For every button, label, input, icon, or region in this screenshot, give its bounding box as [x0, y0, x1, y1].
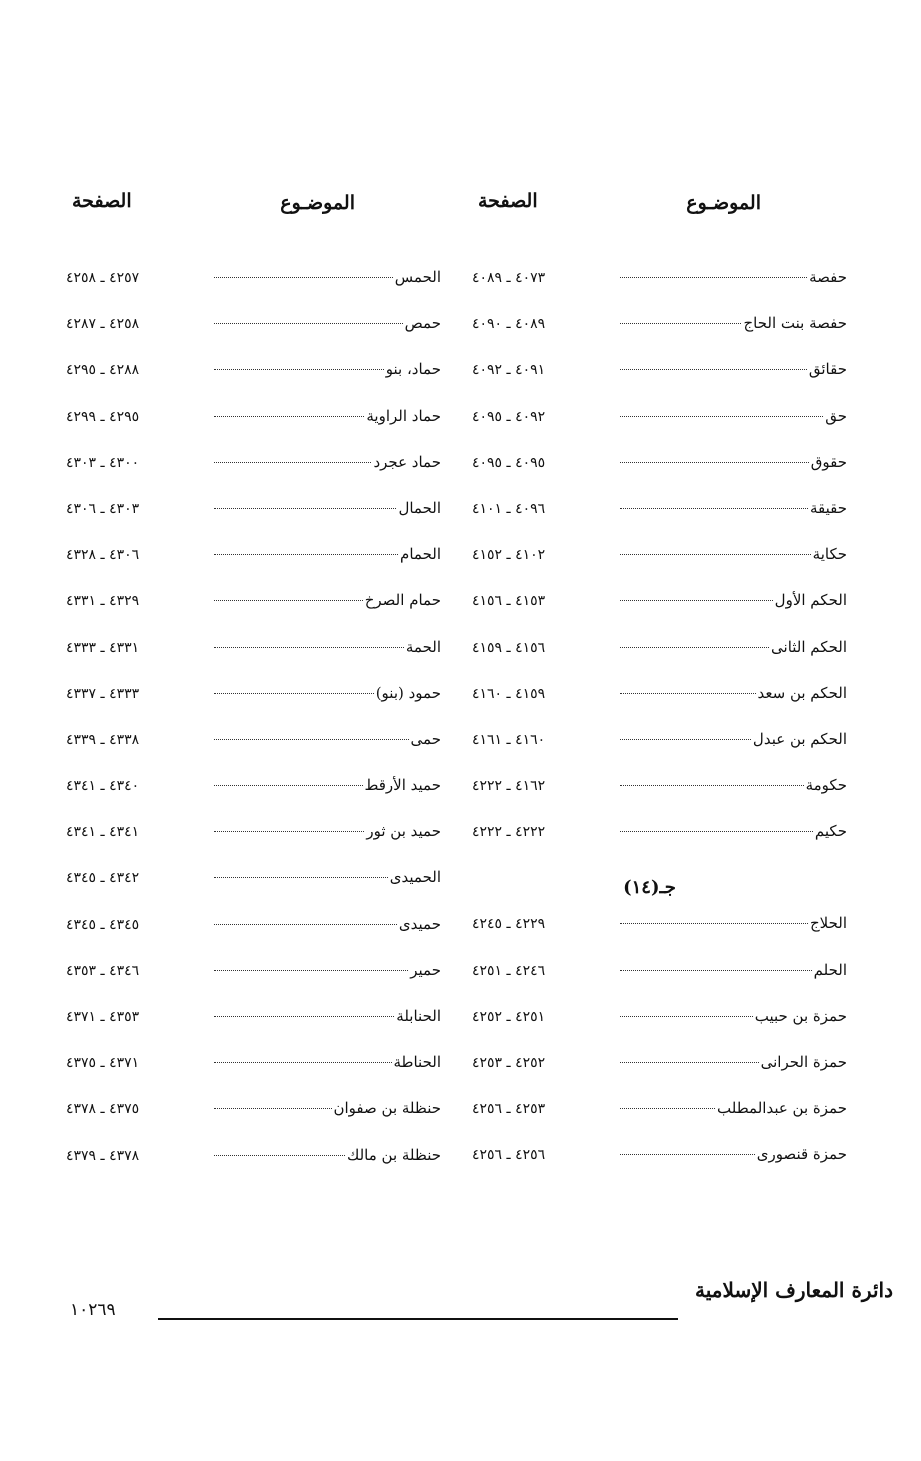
- entry-pages: ٤٠٩١ ـ ٤٠٩٢: [472, 362, 546, 379]
- dot-leader: [620, 785, 804, 786]
- dot-leader: [214, 416, 364, 417]
- entry-topic: الحمال: [398, 498, 441, 517]
- index-entry: [472, 730, 847, 776]
- dot-leader: [620, 1062, 759, 1063]
- footer-rule: [158, 1318, 678, 1320]
- entry-pages: ٤٠٩٥ ـ ٤٠٩٥: [472, 454, 546, 471]
- entry-topic: حمير: [410, 960, 441, 979]
- entry-topic: حميدى: [398, 914, 441, 933]
- entry-topic: الحلاج: [809, 914, 847, 933]
- entry-pages: ٤٢٥٨ ـ ٤٢٨٧: [66, 316, 140, 333]
- entry-pages: ٤٣٥٣ ـ ٤٣٧١: [66, 1009, 140, 1025]
- entry-topic: الحميدى: [389, 868, 441, 887]
- entry-topic: حمود (بنو): [375, 683, 441, 702]
- entry-topic: حفصة بنت الحاج: [743, 314, 847, 333]
- entry-pages: ٤٢٢٢ ـ ٤٢٢٢: [472, 824, 546, 841]
- entry-topic: حكيم: [814, 822, 847, 841]
- topic-heading: الموضـوع: [280, 192, 355, 214]
- entry-topic: حق: [825, 406, 847, 425]
- entry-pages: ٤٢٥٣ ـ ٤٢٥٦: [472, 1101, 546, 1118]
- dot-leader: [620, 739, 751, 740]
- dot-leader: [214, 970, 408, 971]
- dot-leader: [620, 923, 808, 924]
- entry-topic: حنظلة بن مالك: [346, 1145, 441, 1164]
- entry-pages: ٤١٠٢ ـ ٤١٥٢: [472, 547, 546, 564]
- entry-pages: ٤٣٣٨ ـ ٤٣٣٩: [66, 731, 140, 748]
- entry-topic: الحكم الأول: [774, 591, 847, 610]
- index-entry: [472, 1007, 847, 1053]
- index-entry: [66, 545, 441, 591]
- index-entry: [472, 499, 847, 545]
- dot-leader: [620, 1108, 715, 1109]
- entry-topic: الحمة: [405, 637, 441, 656]
- entry-pages: ٤٠٧٣ ـ ٤٠٨٩: [472, 270, 546, 286]
- index-entry: [66, 1007, 441, 1053]
- entry-pages: ٤١٦٢ ـ ٤٢٢٢: [472, 778, 546, 795]
- entry-topic: حمام الصرخ: [364, 591, 441, 610]
- index-entry: [66, 1099, 441, 1145]
- index-entry: [66, 314, 441, 360]
- entry-pages: ٤٣٤٦ ـ ٤٣٥٣: [66, 962, 140, 979]
- entry-topic: حفصة: [809, 268, 847, 286]
- dot-leader: [620, 600, 773, 601]
- entry-pages: ٤٢٥١ ـ ٤٢٥٢: [472, 1008, 546, 1025]
- entry-pages: ٤٢٥٧ ـ ٤٢٥٨: [66, 270, 140, 286]
- dot-leader: [214, 1016, 394, 1017]
- dot-leader: [620, 416, 823, 417]
- entry-list: [66, 268, 441, 1192]
- entry-pages: ٤٠٩٢ ـ ٤٠٩٥: [472, 408, 546, 425]
- index-entry: [472, 638, 847, 684]
- entry-pages: ٤١٥٩ ـ ٤١٦٠: [472, 685, 546, 702]
- index-entry: [66, 684, 441, 730]
- index-entry: [472, 453, 847, 499]
- entry-pages: ٤٢٢٩ ـ ٤٢٤٥: [472, 916, 546, 933]
- entry-pages: ٤٣٤٠ ـ ٤٣٤١: [66, 778, 140, 795]
- index-entry: [472, 360, 847, 406]
- index-entry: [472, 776, 847, 822]
- page-number: ١٠٢٦٩: [70, 1300, 116, 1320]
- dot-leader: [214, 600, 363, 601]
- dot-leader: [620, 647, 769, 648]
- entry-topic: حمص: [404, 314, 441, 333]
- dot-leader: [214, 785, 363, 786]
- index-entry: [472, 268, 847, 314]
- index-entry: [66, 868, 441, 914]
- entry-topic: الحلم: [813, 960, 847, 979]
- entry-topic: حماد الراوية: [366, 406, 441, 425]
- index-entry: [472, 1099, 847, 1145]
- dot-leader: [620, 277, 807, 278]
- entry-topic: الحمس: [394, 268, 441, 286]
- entry-topic: حمزة بن عبدالمطلب: [717, 1099, 847, 1118]
- dot-leader: [214, 831, 364, 832]
- dot-leader: [214, 277, 393, 278]
- entry-pages: ٤٢٩٥ ـ ٤٢٩٩: [66, 408, 140, 425]
- page-heading: الصفحة: [478, 190, 538, 212]
- dot-leader: [620, 1016, 753, 1017]
- dot-leader: [214, 323, 403, 324]
- entry-pages: ٤١٦٠ ـ ٤١٦١: [472, 731, 546, 748]
- index-entry: [66, 638, 441, 684]
- publication-title: دائرة المعارف الإسلامية: [695, 1278, 893, 1302]
- entry-list: [472, 268, 847, 868]
- topic-heading: الموضـوع: [686, 192, 761, 214]
- index-entry: [66, 822, 441, 868]
- entry-pages: ٤٣٣١ ـ ٤٣٣٣: [66, 639, 140, 656]
- entry-topic: حمى: [410, 729, 441, 748]
- index-entry: [472, 1145, 847, 1191]
- dot-leader: [214, 462, 371, 463]
- dot-leader: [214, 508, 396, 509]
- dot-leader: [620, 1154, 755, 1155]
- entry-pages: ٤٣٤٢ ـ ٤٣٤٥: [66, 870, 140, 887]
- entry-topic: حميد بن ثور: [366, 822, 441, 841]
- entry-pages: ٤٣٢٩ ـ ٤٣٣١: [66, 593, 140, 610]
- index-entry: [66, 730, 441, 776]
- index-entry: [472, 314, 847, 360]
- index-entry: [472, 684, 847, 730]
- index-entry: [472, 591, 847, 637]
- index-entry: [472, 407, 847, 453]
- entry-topic: الحكم بن سعد: [757, 683, 847, 702]
- entry-pages: ٤١٥٦ ـ ٤١٥٩: [472, 639, 546, 656]
- dot-leader: [620, 369, 807, 370]
- entry-pages: ٤١٥٣ ـ ٤١٥٦: [472, 593, 546, 610]
- entry-topic: حمزة الحرانى: [760, 1053, 847, 1071]
- volume-marker: جـ(١٤): [623, 877, 676, 899]
- column-header: [472, 190, 847, 224]
- dot-leader: [620, 970, 812, 971]
- entry-topic: الحنابلة: [396, 1007, 441, 1025]
- entry-topic: حماد عجرد: [373, 452, 441, 471]
- entry-pages: ٤٣٠٣ ـ ٤٣٠٦: [66, 500, 140, 517]
- entry-pages: ٤٠٩٦ ـ ٤١٠١: [472, 500, 546, 517]
- entry-list: [472, 914, 847, 1191]
- index-entry: [66, 776, 441, 822]
- index-entry: [66, 499, 441, 545]
- entry-pages: ٤٢٨٨ ـ ٤٢٩٥: [66, 362, 140, 379]
- entry-topic: الحكم الثانى: [771, 637, 847, 656]
- dot-leader: [214, 739, 409, 740]
- dot-leader: [620, 323, 741, 324]
- entry-topic: حماد، بنو: [385, 360, 441, 379]
- dot-leader: [214, 369, 384, 370]
- index-entry: [472, 545, 847, 591]
- entry-topic: الحناطة: [393, 1053, 441, 1072]
- entry-topic: الحكم بن عبدل: [752, 729, 847, 748]
- dot-leader: [214, 1108, 332, 1109]
- entry-pages: ٤٣٧١ ـ ٤٣٧٥: [66, 1055, 140, 1072]
- dot-leader: [620, 508, 808, 509]
- entry-topic: حقائق: [808, 360, 847, 379]
- index-entry: [66, 360, 441, 406]
- dot-leader: [214, 693, 374, 694]
- dot-leader: [214, 877, 388, 878]
- column-header: [66, 190, 441, 224]
- dot-leader: [214, 554, 398, 555]
- entry-topic: حمزة بن حبيب: [754, 1006, 847, 1025]
- entry-topic: الحمام: [400, 545, 441, 564]
- entry-topic: حقيقة: [809, 498, 847, 517]
- page-heading: الصفحة: [72, 190, 132, 212]
- dot-leader: [620, 554, 811, 555]
- index-column-right: [472, 190, 847, 1192]
- dot-leader: [620, 693, 756, 694]
- dot-leader: [214, 1062, 392, 1063]
- page-footer: [70, 1278, 893, 1318]
- entry-topic: حكومة: [805, 776, 847, 795]
- entry-pages: ٤٣٤٥ ـ ٤٣٤٥: [66, 916, 140, 933]
- index-entry: [66, 1053, 441, 1099]
- index-entry: [472, 961, 847, 1007]
- dot-leader: [214, 924, 397, 925]
- entry-pages: ٤٣٠٦ ـ ٤٣٢٨: [66, 547, 140, 564]
- entry-pages: ٤٢٥٢ ـ ٤٢٥٣: [472, 1055, 546, 1071]
- dot-leader: [214, 1155, 345, 1156]
- index-entry: [472, 1053, 847, 1099]
- index-entry: [66, 268, 441, 314]
- entry-topic: حكاية: [812, 545, 847, 564]
- index-column-left: [66, 190, 441, 1192]
- entry-pages: ٤٣٠٠ ـ ٤٣٠٣: [66, 454, 140, 471]
- entry-pages: ٤٣٣٣ ـ ٤٣٣٧: [66, 685, 140, 702]
- entry-pages: ٤٠٨٩ ـ ٤٠٩٠: [472, 316, 546, 333]
- index-entry: [66, 591, 441, 637]
- entry-topic: حميد الأرقط: [364, 776, 441, 795]
- entry-pages: ٤٢٤٦ ـ ٤٢٥١: [472, 962, 546, 979]
- entry-topic: حقوق: [810, 452, 847, 471]
- index-entry: [66, 407, 441, 453]
- index-entry: [472, 914, 847, 960]
- index-entry: [66, 961, 441, 1007]
- dot-leader: [620, 462, 809, 463]
- index-entry: [472, 822, 847, 868]
- entry-topic: حنظلة بن صفوان: [333, 1099, 441, 1118]
- index-entry: [66, 453, 441, 499]
- entry-pages: ٤٢٥٦ ـ ٤٢٥٦: [472, 1147, 546, 1164]
- entry-pages: ٤٣٧٨ ـ ٤٣٧٩: [66, 1147, 140, 1164]
- entry-pages: ٤٣٧٥ ـ ٤٣٧٨: [66, 1101, 140, 1118]
- entry-topic: حمزة قنصورى: [756, 1145, 847, 1164]
- entry-pages: ٤٣٤١ ـ ٤٣٤١: [66, 824, 140, 841]
- index-entry: [66, 915, 441, 961]
- dot-leader: [620, 831, 813, 832]
- index-entry: [66, 1146, 441, 1192]
- dot-leader: [214, 647, 404, 648]
